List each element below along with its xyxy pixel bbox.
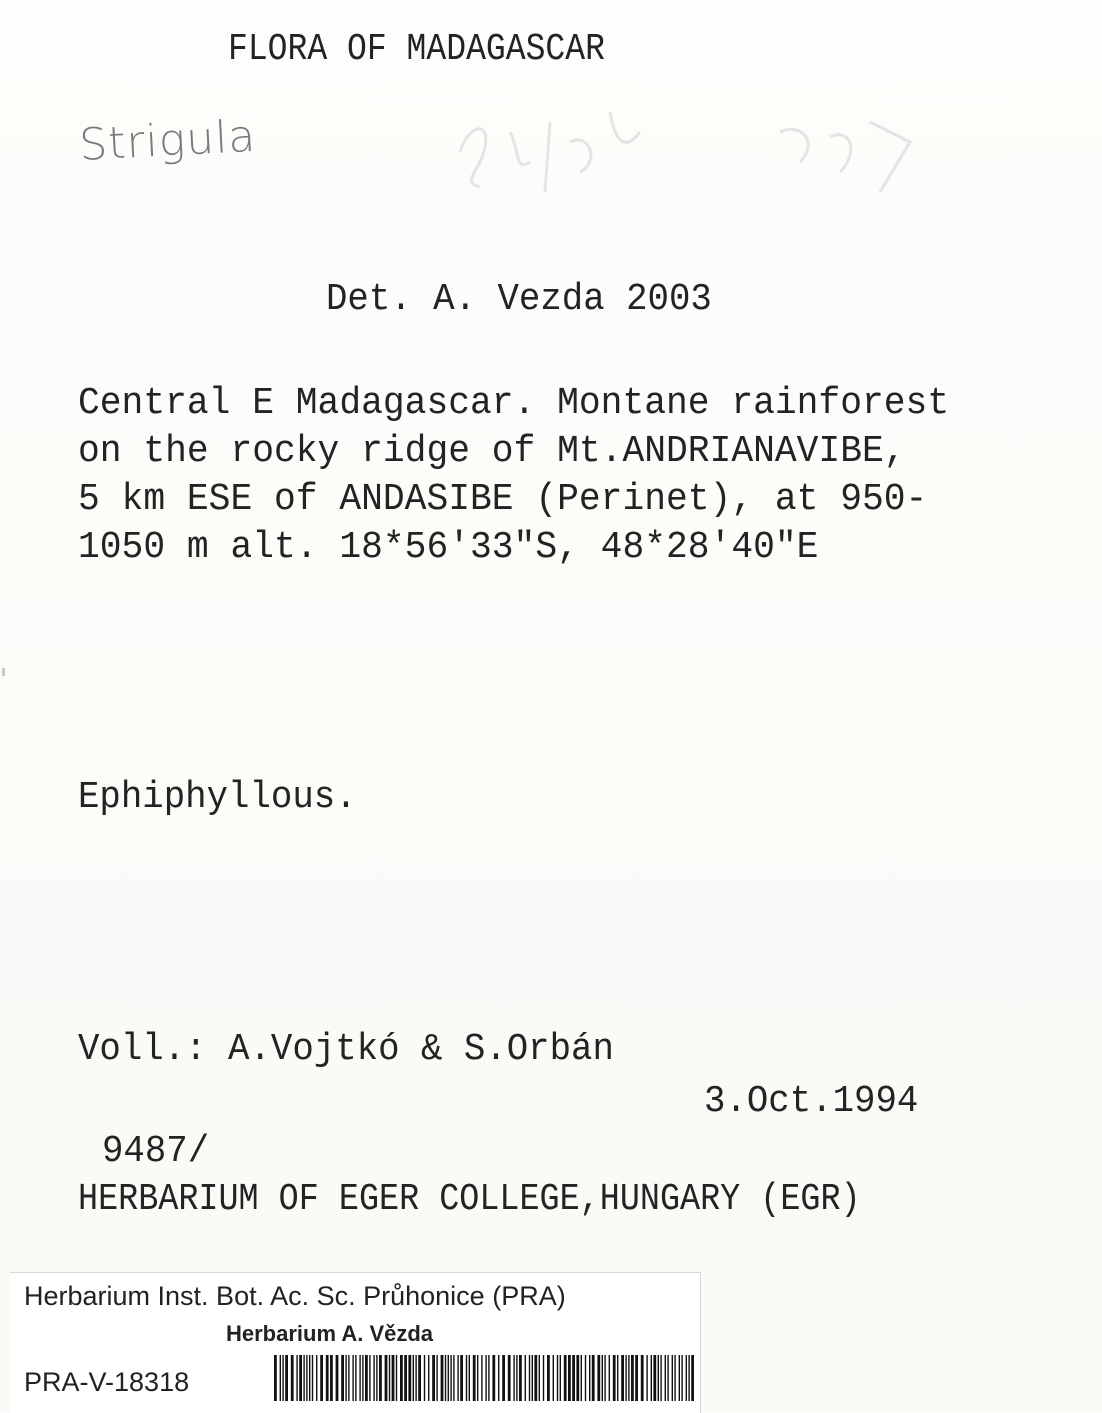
edge-mark: [2, 668, 5, 676]
collectors: Voll.: A.Vojtkó & S.Orbán: [78, 1028, 614, 1071]
determination: Det. A. Vezda 2003: [326, 278, 712, 321]
barcode: [272, 1355, 696, 1401]
handwritten-genus: Strigula: [78, 110, 258, 171]
stamp-collection: Herbarium A. Vězda: [226, 1321, 434, 1346]
collection-number: 9487/: [102, 1130, 210, 1173]
herbarium-name: HERBARIUM OF EGER COLLEGE,HUNGARY (EGR): [78, 1178, 861, 1221]
locality-line: on the rocky ridge of Mt.ANDRIANAVIBE,: [78, 430, 906, 473]
stamp-institution: Herbarium Inst. Bot. Ac. Sc. Průhonice (PRA): [24, 1281, 566, 1311]
herbarium-stamp: [10, 1272, 701, 1413]
specimen-id: PRA-V-18318: [24, 1367, 190, 1397]
habitat: Ephiphyllous.: [78, 776, 357, 819]
locality-block: [78, 380, 949, 572]
locality-line: 5 km ESE of ANDASIBE (Perinet), at 950-: [78, 478, 928, 521]
locality-line: 1050 m alt. 18*56'33"S, 48*28'40"E: [78, 526, 819, 569]
collection-date: 3.Oct.1994: [704, 1080, 919, 1123]
locality-line: Central E Madagascar. Montane rainforest: [78, 382, 950, 425]
label-title: FLORA OF MADAGASCAR: [228, 28, 605, 71]
ghost-handwriting-mark: [440, 92, 940, 212]
